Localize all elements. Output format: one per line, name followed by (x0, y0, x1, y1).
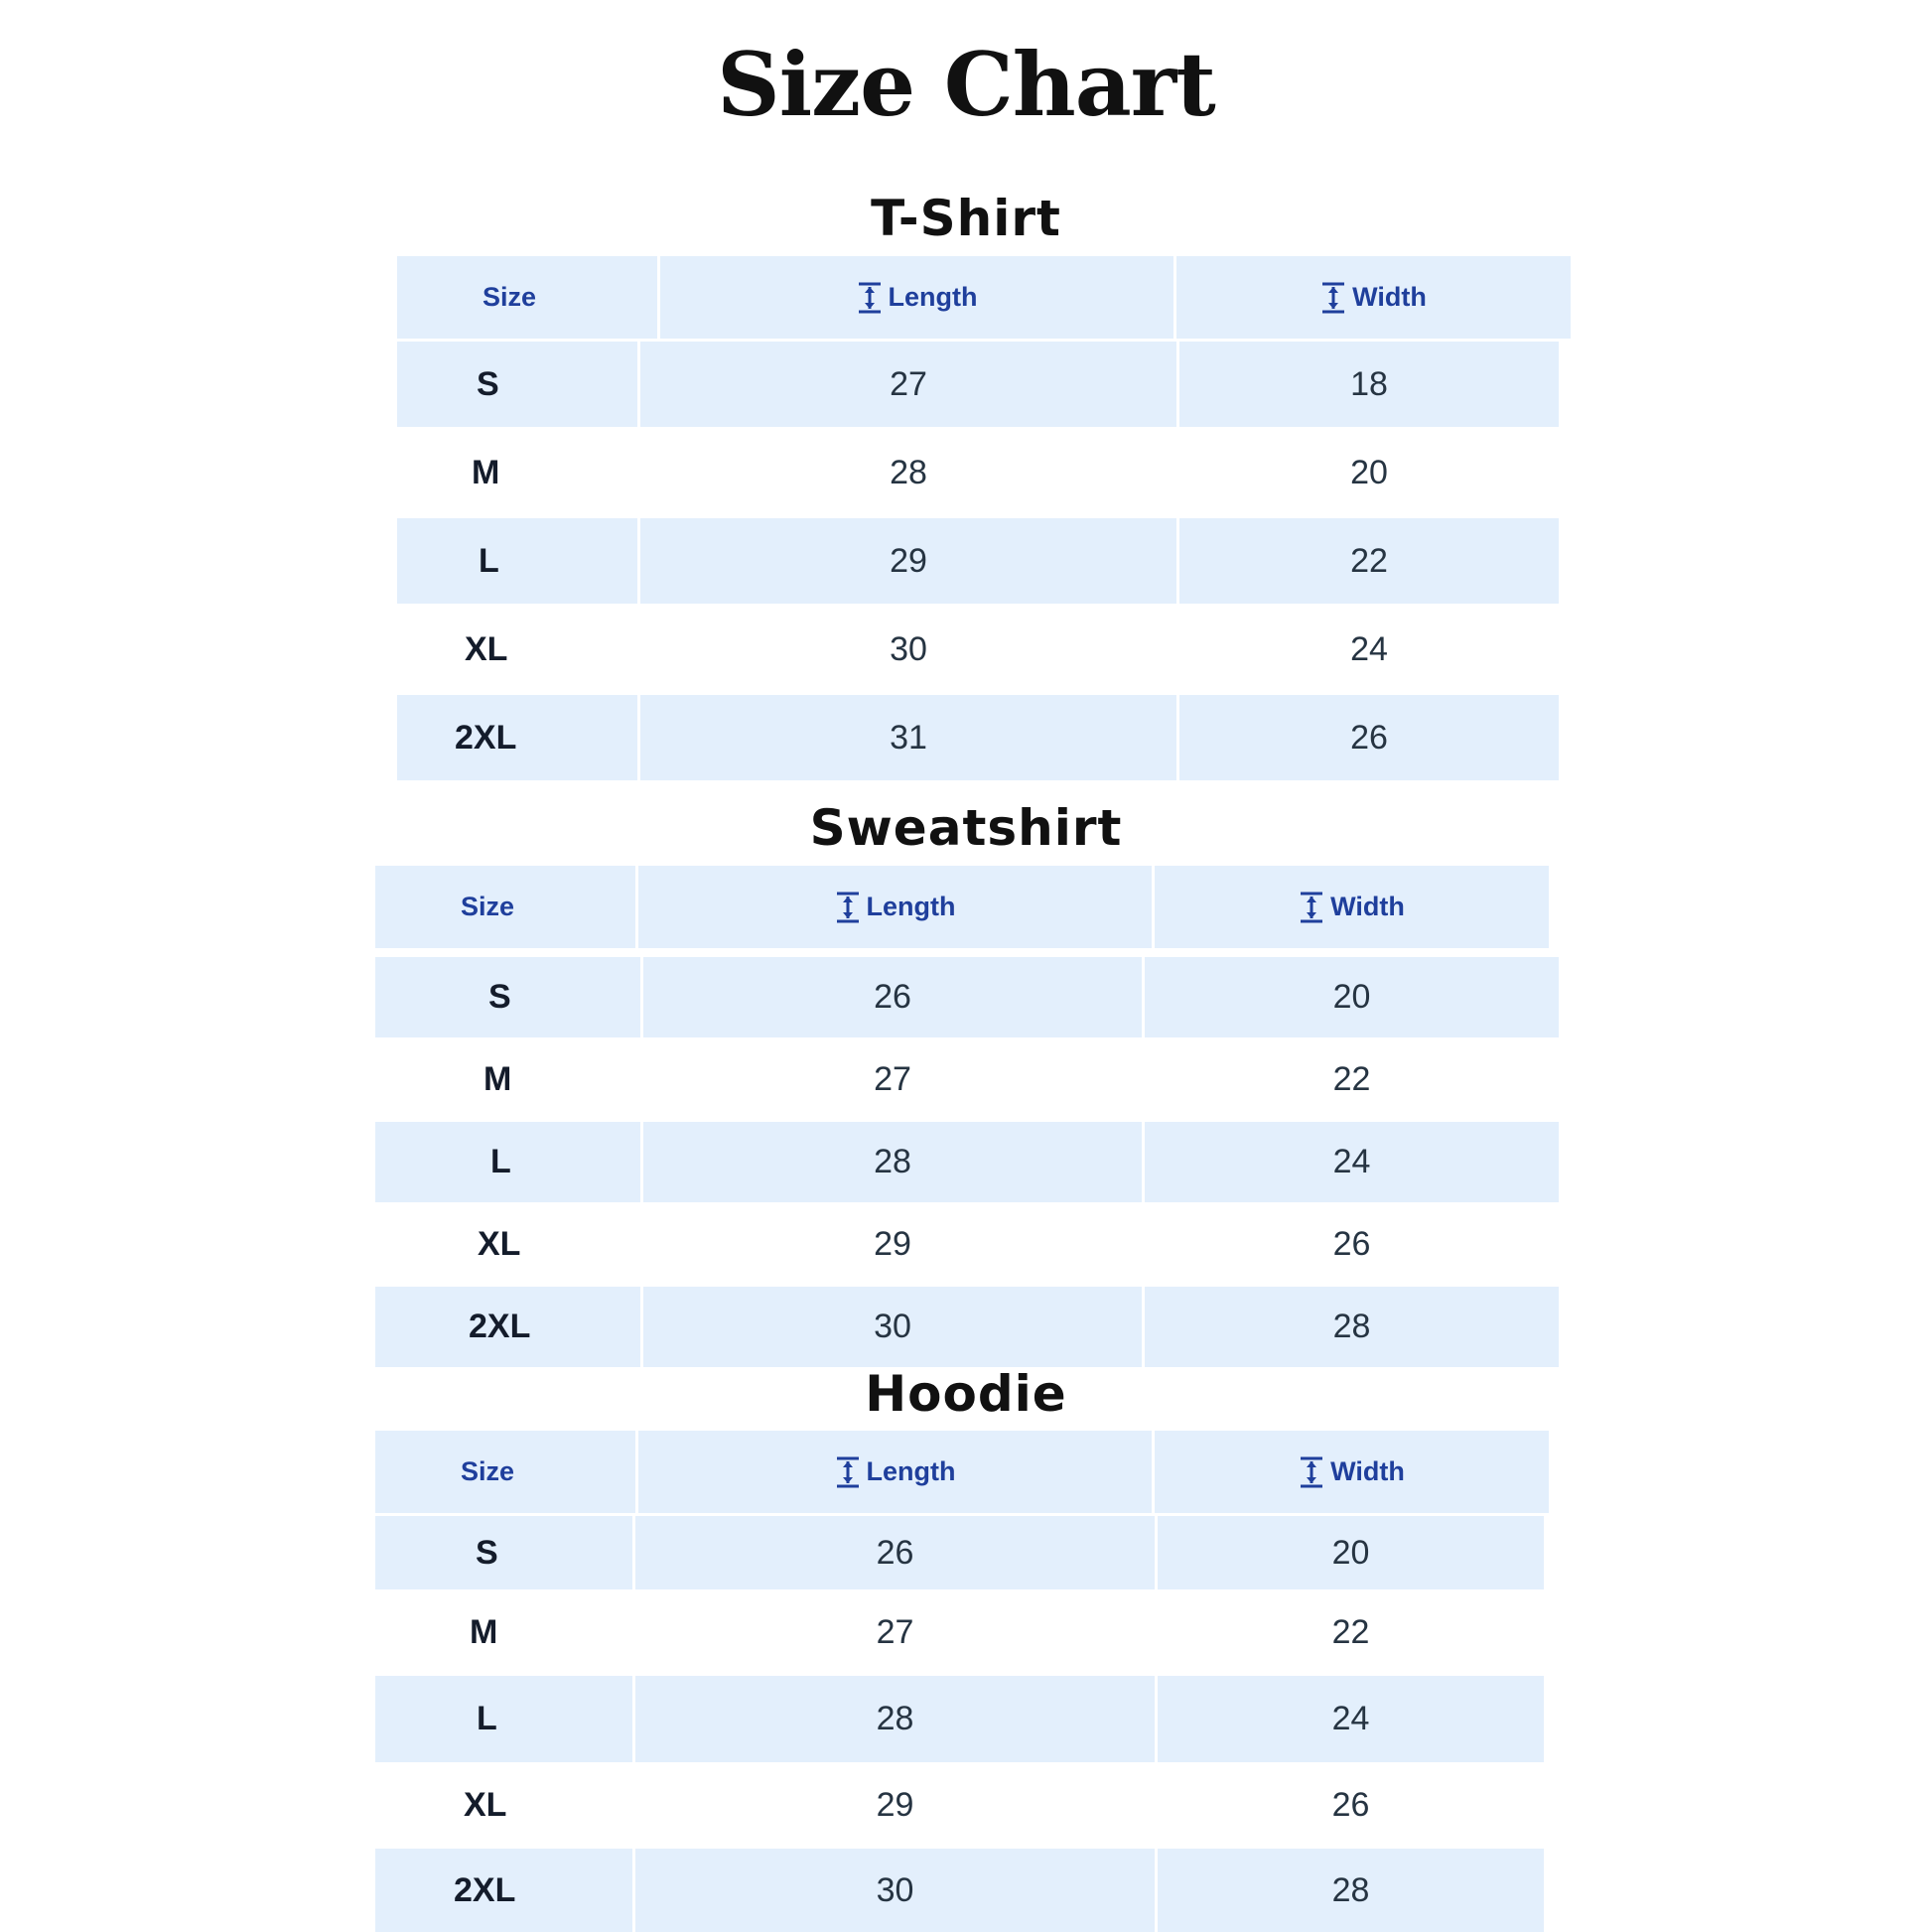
table-row (375, 1287, 1559, 1367)
width-cell: 28 (1332, 1308, 1371, 1345)
hoodie-title: Hoodie (865, 1365, 1067, 1423)
width-column-header (1176, 256, 1571, 339)
table-row (397, 342, 1559, 427)
size-cell: M (375, 1039, 643, 1120)
size-column-header (397, 256, 660, 339)
table-row (375, 1589, 1544, 1676)
length-cell: 26 (635, 1516, 1158, 1589)
length-header-label: Length (866, 1456, 956, 1486)
width-cell: 18 (1350, 364, 1388, 403)
size-header-label: Size (461, 892, 515, 921)
width-cell: 28 (1331, 1870, 1370, 1909)
table-row (397, 430, 1559, 515)
size-cell: L (375, 1122, 643, 1202)
table-row (375, 1039, 1559, 1120)
page-title: Size Chart (717, 33, 1215, 136)
width-cell: 26 (1332, 1225, 1371, 1263)
table-row (375, 1516, 1544, 1589)
length-cell: 27 (635, 1589, 1158, 1676)
size-header-label: Size (461, 1456, 515, 1486)
width-cell: 24 (1332, 1143, 1371, 1180)
size-cell: S (375, 1516, 635, 1589)
width-cell: 22 (1332, 1060, 1371, 1098)
width-cell: 20 (1350, 453, 1388, 491)
size-cell: L (397, 518, 640, 604)
length-cell: 30 (643, 1287, 1145, 1367)
width-cell: 22 (1350, 541, 1388, 580)
vertical-measure-icon (1299, 891, 1324, 924)
width-header-label: Width (1352, 282, 1427, 312)
vertical-measure-icon (1320, 281, 1346, 315)
size-cell: L (375, 1676, 635, 1762)
length-column-header (638, 1431, 1155, 1513)
table-row (375, 1676, 1544, 1762)
length-cell: 29 (635, 1762, 1158, 1849)
size-cell: S (375, 957, 643, 1037)
table-row (375, 1204, 1559, 1285)
length-cell: 27 (643, 1039, 1145, 1120)
width-column-header (1155, 866, 1549, 948)
size-column-header (375, 1431, 638, 1513)
length-cell: 28 (640, 430, 1179, 515)
table-row (375, 1122, 1559, 1202)
width-cell: 24 (1331, 1700, 1370, 1737)
size-cell: XL (375, 1762, 635, 1849)
size-cell: M (397, 430, 640, 515)
length-cell: 29 (640, 518, 1179, 604)
table-row (375, 1849, 1544, 1932)
width-column-header (1155, 1431, 1549, 1513)
tshirt-title: T-Shirt (871, 190, 1061, 247)
size-cell: 2XL (375, 1287, 643, 1367)
table-row (397, 518, 1559, 604)
size-cell: S (397, 342, 640, 427)
vertical-measure-icon (835, 891, 861, 924)
size-cell: 2XL (397, 695, 640, 780)
table-row (375, 957, 1559, 1037)
width-cell: 26 (1350, 718, 1388, 757)
hoodie-header-row (375, 1431, 1549, 1513)
vertical-measure-icon (1299, 1455, 1324, 1489)
width-cell: 22 (1331, 1613, 1370, 1651)
tshirt-header-row (397, 256, 1571, 339)
width-cell: 20 (1331, 1533, 1370, 1572)
table-row (375, 1762, 1544, 1849)
width-header-label: Width (1330, 892, 1405, 921)
length-cell: 31 (640, 695, 1179, 780)
size-cell: XL (397, 607, 640, 692)
width-cell: 24 (1350, 629, 1388, 668)
size-cell: 2XL (375, 1849, 635, 1932)
length-cell: 28 (643, 1122, 1145, 1202)
length-column-header (638, 866, 1155, 948)
vertical-measure-icon (857, 281, 883, 315)
length-cell: 26 (643, 957, 1145, 1037)
width-header-label: Width (1330, 1456, 1405, 1486)
length-cell: 30 (640, 607, 1179, 692)
table-row (397, 607, 1559, 692)
width-cell: 20 (1332, 978, 1371, 1016)
width-cell: 26 (1331, 1786, 1370, 1824)
length-cell: 29 (643, 1204, 1145, 1285)
sweatshirt-header-row (375, 866, 1549, 948)
size-cell: XL (375, 1204, 643, 1285)
length-column-header (660, 256, 1176, 339)
size-column-header (375, 866, 638, 948)
vertical-measure-icon (835, 1455, 861, 1489)
length-cell: 28 (635, 1676, 1158, 1762)
length-cell: 27 (640, 342, 1179, 427)
length-header-label: Length (866, 892, 956, 921)
table-row (397, 695, 1559, 780)
sweatshirt-title: Sweatshirt (809, 799, 1123, 857)
size-cell: M (375, 1589, 635, 1676)
length-header-label: Length (888, 282, 978, 312)
length-cell: 30 (635, 1849, 1158, 1932)
size-header-label: Size (483, 282, 537, 312)
